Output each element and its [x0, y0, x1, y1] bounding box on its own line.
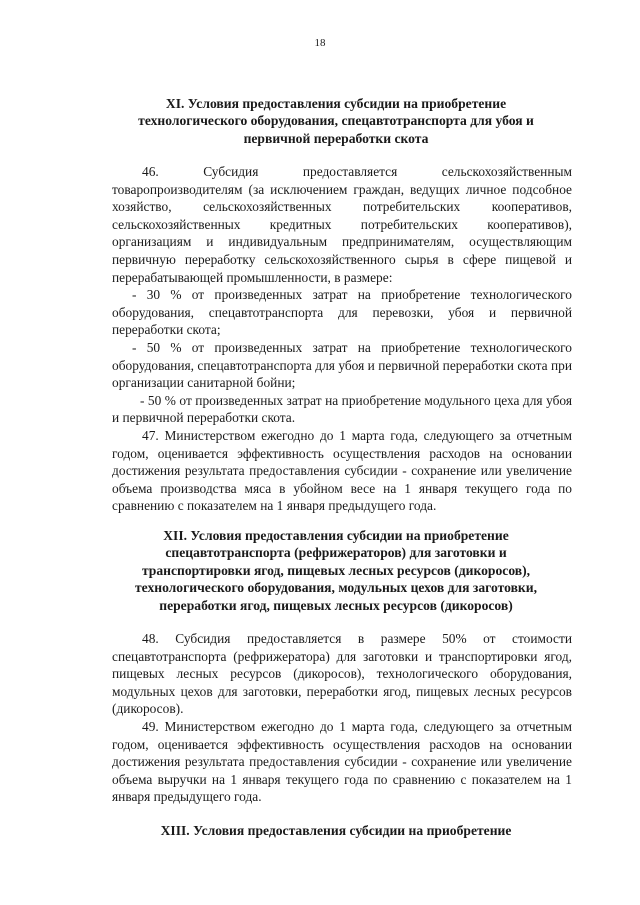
section-12-body [112, 630, 572, 806]
section-11-title-line: XI. Условия предоставления субсидии на приобретение [165, 96, 507, 111]
paragraph-49: 49. Министерством ежегодно до 1 марта года, следующего за отчетным годом, оценивается эффективность осуществления расходов на основании достижения результата предоставления субсидии - сохранение или увеличение объема выручки на 1 января текущего года по сравнению с показателем на 1 января предыдущего года. [112, 718, 572, 805]
list-item: - 50 % от произведенных затрат на приобретение модульного цеха для убоя и первичной переработки скота. [112, 392, 572, 426]
paragraph-47: 47. Министерством ежегодно до 1 марта года, следующего за отчетным годом, оценивается эффективность осуществления расходов на основании достижения результата предоставления субсидии - сохранение или увеличение объема производства мяса в убойном весе на 1 января текущего года по сравнению с показателем на 1 января предыдущего года. [112, 427, 572, 514]
section-12-title-line: технологического оборудования, модульных цехов для заготовки, [135, 580, 537, 596]
section-12-title-line: XII. Условия предоставления субсидии на приобретение [163, 528, 509, 543]
section-12-title [96, 527, 576, 614]
section-12-title-line: переработки ягод, пищевых лесных ресурсов (дикоросов) [159, 597, 513, 613]
section-12-title-line: спецавтотранспорта (рефрижераторов) для заготовки и [165, 545, 507, 561]
paragraph-46: 46. Субсидия предоставляется сельскохозяйственным товаропроизводителям (за исключением граждан, ведущих личное подсобное хозяйство, сельскохозяйственных потребительских кооперативов, сельскохозяйственных кредитных потребительских кооперативов), организациям и индивидуальным предпринимателям, осуществляющим первичную переработку сельскохозяйственного сырья в сфере пищевой и перерабатывающей промышленности, в размере: [112, 164, 572, 285]
page-number: 18 [314, 37, 326, 49]
list-item: - 30 % от произведенных затрат на приобретение технологического оборудования, спецавтотранспорта для перевозки, убоя и первичной переработки скота; [112, 287, 572, 338]
section-13-title [96, 822, 576, 839]
section-11-title-line: первичной переработки скота [243, 130, 429, 146]
section-11-title [96, 95, 576, 147]
section-11-body [112, 163, 572, 515]
section-11-title-line: технологического оборудования, спецавтотранспорта для убоя и [138, 113, 534, 129]
list-item: - 50 % от произведенных затрат на приобретение технологического оборудования, спецавтотранспорта для убоя и первичной переработки скота при организации санитарной бойни; [112, 339, 572, 391]
section-13-title-line: XIII. Условия предоставления субсидии на приобретение [160, 823, 512, 838]
section-12-title-line: транспортировки ягод, пищевых лесных ресурсов (дикоросов), [141, 562, 531, 578]
paragraph-48: 48. Субсидия предоставляется в размере 50% от стоимости спецавтотранспорта (рефрижератора) для заготовки и транспортировки ягод, пищевых лесных ресурсов (дикоросов), технологического оборудования, модульных цехов для заготовки, переработки ягод, пищевых лесных ресурсов (дикоросов). [112, 631, 572, 717]
